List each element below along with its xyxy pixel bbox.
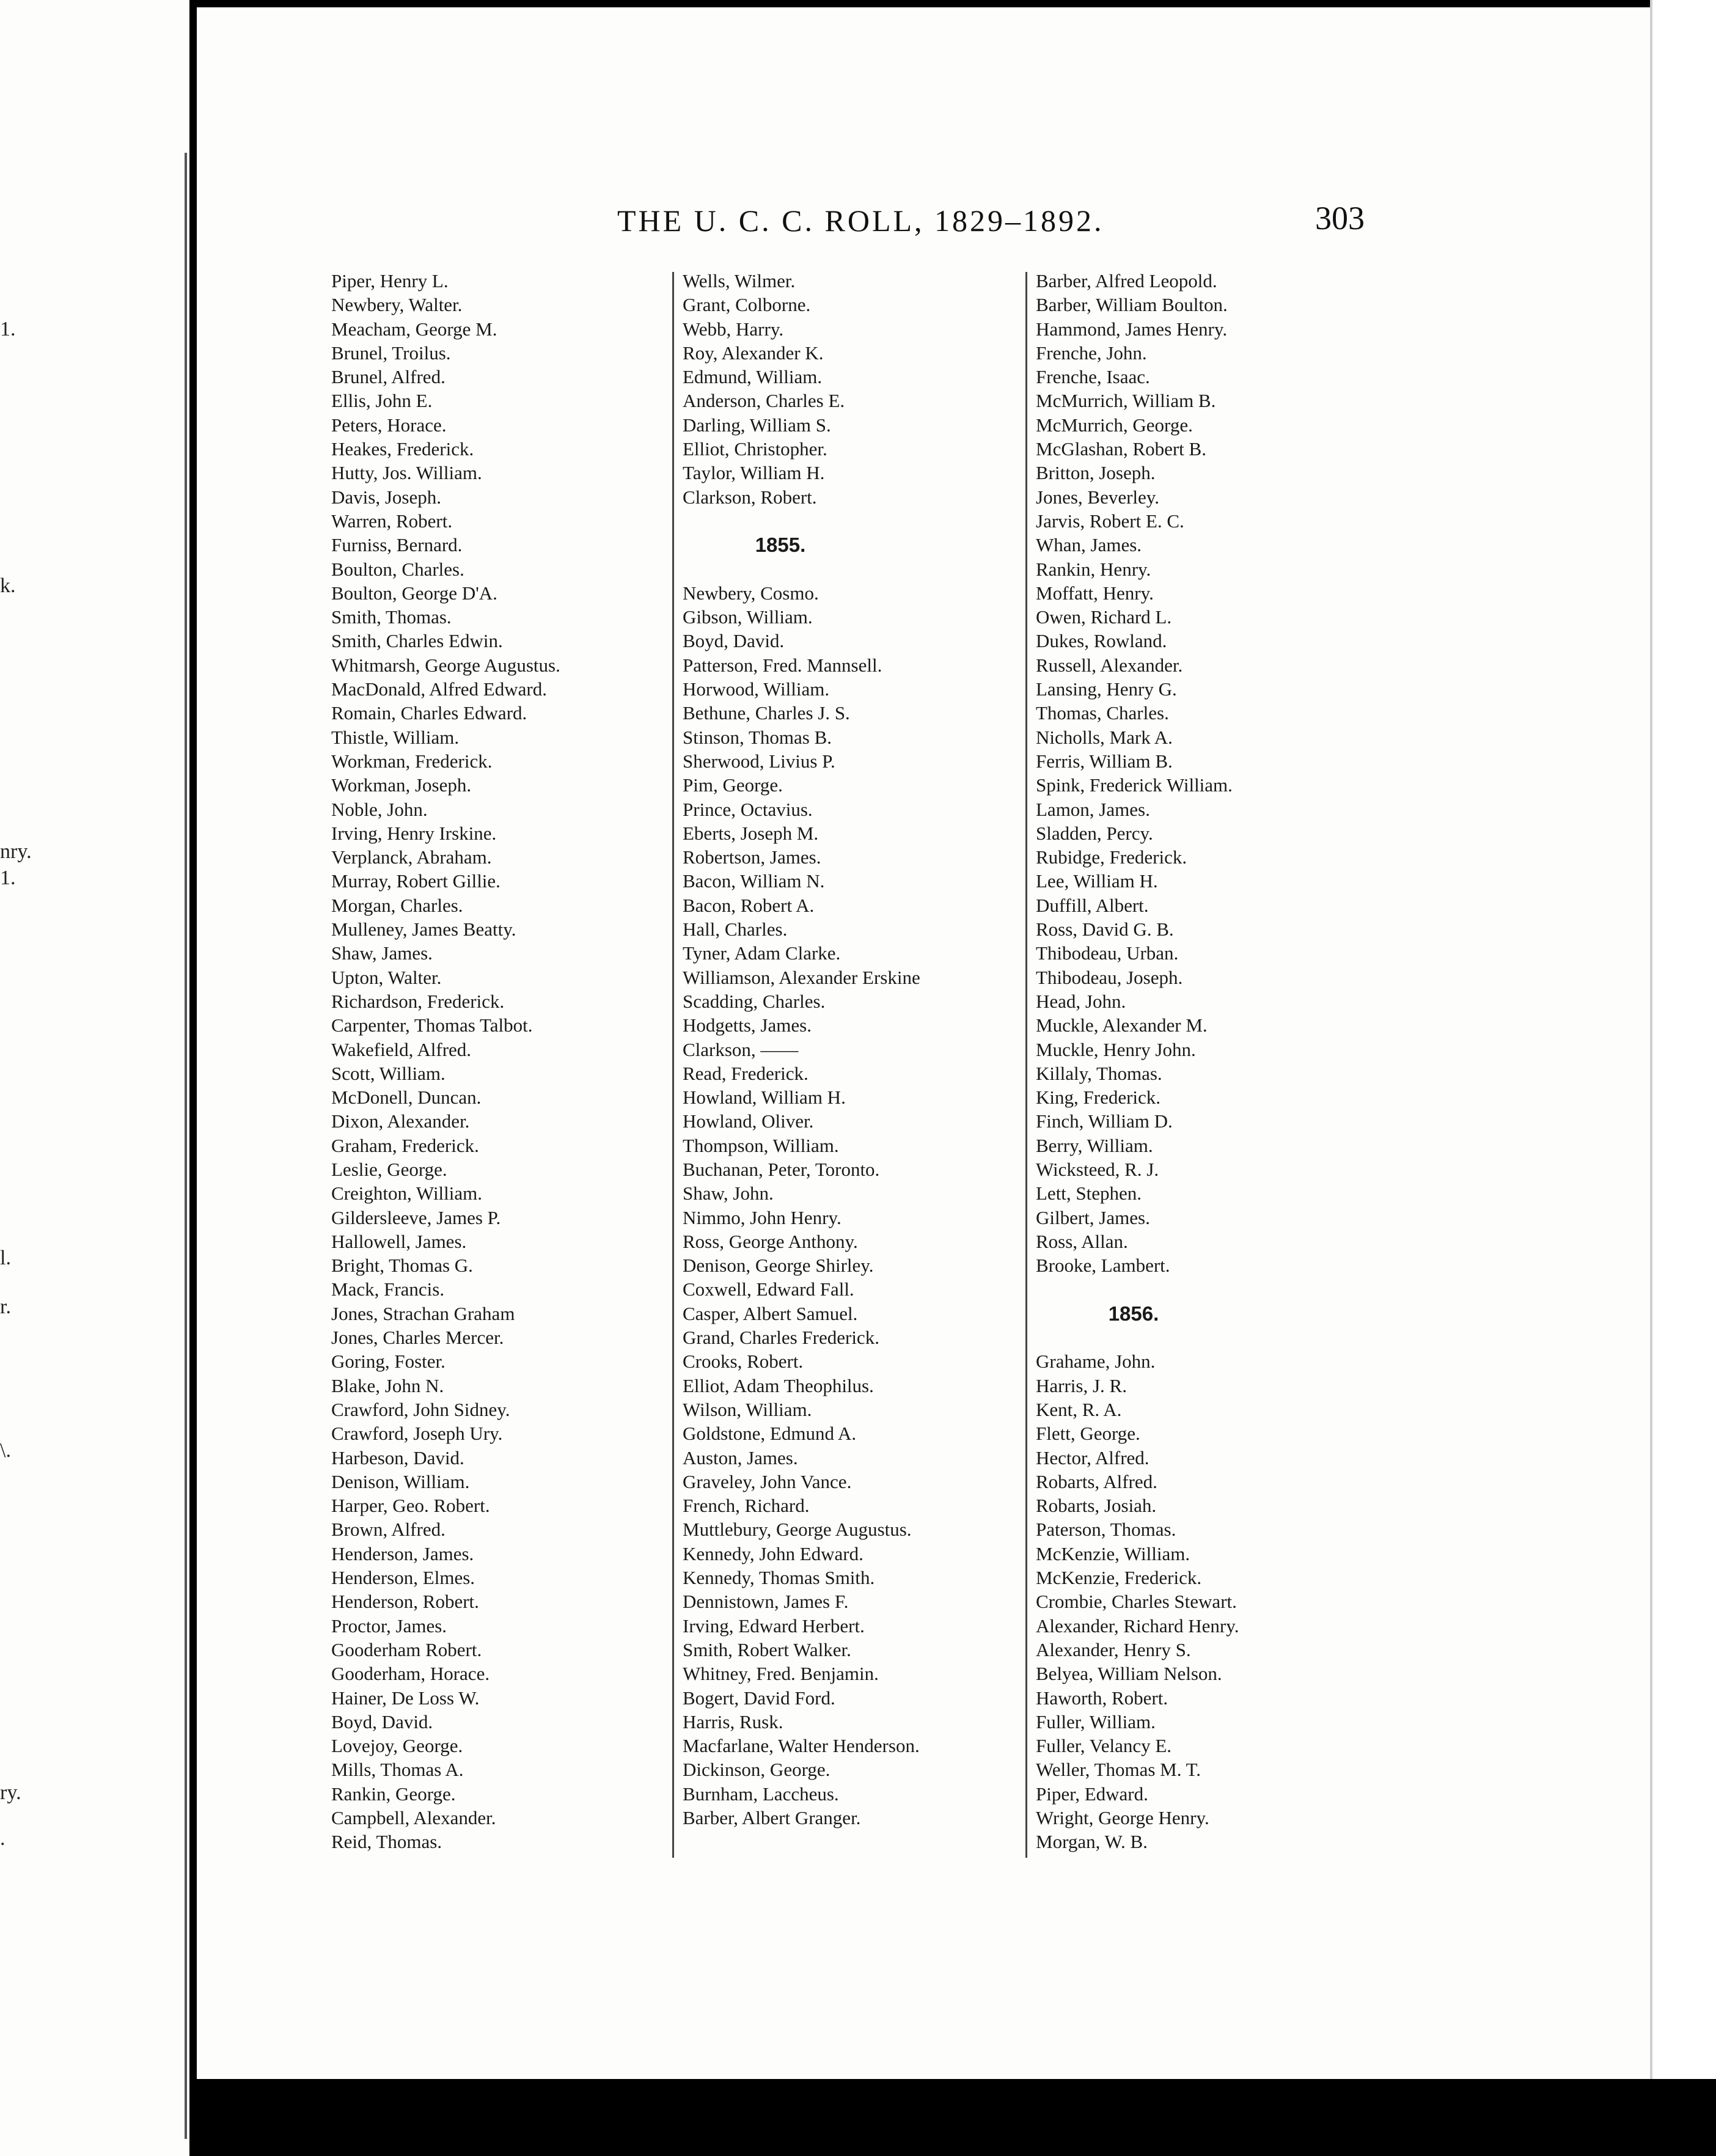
roll-entry: Crawford, John Sidney. bbox=[331, 1398, 510, 1420]
roll-entry: Rubidge, Frederick. bbox=[1036, 846, 1187, 868]
roll-entry: Lansing, Henry G. bbox=[1036, 678, 1177, 700]
roll-entry: McGlashan, Robert B. bbox=[1036, 438, 1206, 460]
roll-entry: Denison, William. bbox=[331, 1470, 470, 1492]
roll-entry: Kennedy, John Edward. bbox=[683, 1542, 864, 1564]
roll-entry: Heakes, Frederick. bbox=[331, 438, 474, 460]
roll-entry: Barber, Alfred Leopold. bbox=[1036, 270, 1217, 292]
roll-entry: Darling, William S. bbox=[683, 414, 831, 436]
roll-entry: Casper, Albert Samuel. bbox=[683, 1302, 858, 1324]
roll-entry: Hammond, James Henry. bbox=[1036, 318, 1228, 340]
roll-entry: Ross, George Anthony. bbox=[683, 1230, 858, 1252]
roll-entry: Spink, Frederick William. bbox=[1036, 774, 1233, 796]
page-header: THE U. C. C. ROLL, 1829–1892. bbox=[617, 204, 1104, 238]
roll-entry: Eberts, Joseph M. bbox=[683, 822, 819, 844]
roll-entry: Brunel, Alfred. bbox=[331, 366, 446, 388]
facing-page-edge bbox=[0, 0, 189, 2156]
roll-entry: Crawford, Joseph Ury. bbox=[331, 1423, 503, 1445]
column-divider bbox=[1025, 272, 1027, 1858]
roll-entry: Smith, Thomas. bbox=[331, 606, 452, 628]
roll-entry: McMurrich, George. bbox=[1036, 414, 1193, 436]
roll-entry: Morgan, Charles. bbox=[331, 894, 463, 916]
roll-entry: MacDonald, Alfred Edward. bbox=[331, 678, 547, 700]
facing-page-fragment: ry. bbox=[0, 1781, 21, 1804]
roll-entry: Piper, Edward. bbox=[1036, 1783, 1148, 1805]
roll-entry: Alexander, Richard Henry. bbox=[1036, 1615, 1239, 1637]
page-gutter bbox=[185, 153, 187, 2139]
year-heading: 1856. bbox=[1108, 1302, 1159, 1325]
roll-entry: Brown, Alfred. bbox=[331, 1519, 446, 1541]
roll-entry: Lovejoy, George. bbox=[331, 1735, 463, 1757]
roll-entry: Boyd, David. bbox=[331, 1711, 433, 1733]
roll-entry: Hainer, De Loss W. bbox=[331, 1687, 480, 1709]
roll-entry: Read, Frederick. bbox=[683, 1062, 809, 1084]
roll-entry: Alexander, Henry S. bbox=[1036, 1638, 1191, 1660]
roll-entry: Fuller, William. bbox=[1036, 1711, 1156, 1733]
roll-entry: Mills, Thomas A. bbox=[331, 1759, 464, 1781]
roll-entry: Hall, Charles. bbox=[683, 919, 788, 941]
roll-entry: Robarts, Alfred. bbox=[1036, 1470, 1157, 1492]
roll-entry: Mack, Francis. bbox=[331, 1278, 445, 1300]
roll-entry: McMurrich, William B. bbox=[1036, 390, 1216, 412]
roll-entry: Macfarlane, Walter Henderson. bbox=[683, 1735, 920, 1757]
roll-entry: King, Frederick. bbox=[1036, 1087, 1161, 1109]
roll-entry: Hector, Alfred. bbox=[1036, 1447, 1150, 1469]
roll-entry: Gilbert, James. bbox=[1036, 1206, 1150, 1228]
roll-entry: Flett, George. bbox=[1036, 1423, 1140, 1445]
roll-entry: Elliot, Adam Theophilus. bbox=[683, 1374, 874, 1396]
roll-entry: McKenzie, William. bbox=[1036, 1542, 1190, 1564]
roll-entry: Nicholls, Mark A. bbox=[1036, 726, 1173, 748]
roll-entry: Berry, William. bbox=[1036, 1134, 1153, 1156]
roll-entry: Clarkson, Robert. bbox=[683, 486, 817, 508]
roll-entry: French, Richard. bbox=[683, 1495, 810, 1517]
roll-column-3 bbox=[1036, 269, 1390, 1854]
roll-entry: Wright, George Henry. bbox=[1036, 1807, 1209, 1828]
roll-entry: Weller, Thomas M. T. bbox=[1036, 1759, 1201, 1781]
roll-entry: Lee, William H. bbox=[1036, 870, 1158, 892]
roll-entry: Britton, Joseph. bbox=[1036, 462, 1156, 484]
roll-entry: Creighton, William. bbox=[331, 1182, 483, 1204]
roll-entry: Peters, Horace. bbox=[331, 414, 447, 436]
roll-column-1 bbox=[331, 269, 686, 1854]
roll-entry: Horwood, William. bbox=[683, 678, 830, 700]
roll-entry: Harper, Geo. Robert. bbox=[331, 1495, 490, 1517]
roll-entry: Whitmarsh, George Augustus. bbox=[331, 654, 560, 676]
roll-entry: Webb, Harry. bbox=[683, 318, 784, 340]
roll-entry: Meacham, George M. bbox=[331, 318, 497, 340]
roll-entry: Henderson, Robert. bbox=[331, 1591, 479, 1613]
roll-entry: Hodgetts, James. bbox=[683, 1014, 812, 1036]
roll-entry: Owen, Richard L. bbox=[1036, 606, 1172, 628]
roll-entry: Jones, Charles Mercer. bbox=[331, 1327, 504, 1349]
roll-entry: Harris, Rusk. bbox=[683, 1711, 783, 1733]
roll-entry: Reid, Thomas. bbox=[331, 1831, 442, 1853]
roll-entry: Boulton, Charles. bbox=[331, 558, 464, 580]
facing-page-fragment: . bbox=[0, 1827, 6, 1850]
column-divider bbox=[672, 272, 674, 1858]
roll-entry: Bacon, William N. bbox=[683, 870, 825, 892]
roll-entry: Thompson, William. bbox=[683, 1134, 839, 1156]
roll-entry: Frenche, John. bbox=[1036, 342, 1147, 364]
roll-entry: Howland, Oliver. bbox=[683, 1110, 814, 1132]
roll-column-2 bbox=[683, 269, 1037, 1830]
roll-entry: Noble, John. bbox=[331, 798, 428, 820]
roll-entry: Wilson, William. bbox=[683, 1398, 812, 1420]
roll-entry: Prince, Octavius. bbox=[683, 798, 813, 820]
roll-entry: Carpenter, Thomas Talbot. bbox=[331, 1014, 533, 1036]
roll-entry: Coxwell, Edward Fall. bbox=[683, 1278, 854, 1300]
roll-entry: Killaly, Thomas. bbox=[1036, 1062, 1162, 1084]
facing-page-fragment: r. bbox=[0, 1296, 11, 1318]
roll-entry: Smith, Robert Walker. bbox=[683, 1638, 851, 1660]
facing-page-fragment: l. bbox=[0, 1247, 11, 1269]
roll-entry: Stinson, Thomas B. bbox=[683, 726, 832, 748]
roll-entry: Harris, J. R. bbox=[1036, 1374, 1127, 1396]
roll-entry: Campbell, Alexander. bbox=[331, 1807, 496, 1828]
roll-entry: Muckle, Alexander M. bbox=[1036, 1014, 1208, 1036]
roll-entry: Elliot, Christopher. bbox=[683, 438, 827, 460]
roll-entry: Murray, Robert Gillie. bbox=[331, 870, 501, 892]
roll-entry: Ross, David G. B. bbox=[1036, 919, 1174, 941]
facing-page-fragment: 1. bbox=[0, 318, 16, 340]
roll-entry: Ross, Allan. bbox=[1036, 1230, 1128, 1252]
roll-entry: Upton, Walter. bbox=[331, 966, 442, 988]
roll-entry: Thistle, William. bbox=[331, 726, 460, 748]
roll-entry: Anderson, Charles E. bbox=[683, 390, 845, 412]
roll-entry: Denison, George Shirley. bbox=[683, 1255, 874, 1277]
roll-entry: Harbeson, David. bbox=[331, 1447, 464, 1469]
roll-entry: Grahame, John. bbox=[1036, 1351, 1156, 1373]
roll-entry: Dukes, Rowland. bbox=[1036, 630, 1167, 652]
roll-entry: Crombie, Charles Stewart. bbox=[1036, 1591, 1237, 1613]
roll-entry: Pim, George. bbox=[683, 774, 783, 796]
roll-entry: Bacon, Robert A. bbox=[683, 894, 815, 916]
roll-entry: McDonell, Duncan. bbox=[331, 1087, 482, 1109]
roll-entry: Scott, William. bbox=[331, 1062, 446, 1084]
year-heading: 1855. bbox=[755, 534, 806, 557]
roll-entry: Burnham, Laccheus. bbox=[683, 1783, 839, 1805]
roll-entry: Bethune, Charles J. S. bbox=[683, 702, 850, 724]
roll-entry: Boyd, David. bbox=[683, 630, 785, 652]
roll-entry: Irving, Edward Herbert. bbox=[683, 1615, 865, 1637]
roll-entry: Furniss, Bernard. bbox=[331, 534, 463, 556]
roll-entry: Kennedy, Thomas Smith. bbox=[683, 1567, 875, 1589]
roll-entry: Bright, Thomas G. bbox=[331, 1255, 473, 1277]
roll-entry: Henderson, Elmes. bbox=[331, 1567, 475, 1589]
roll-entry: Lett, Stephen. bbox=[1036, 1182, 1142, 1204]
roll-entry: Nimmo, John Henry. bbox=[683, 1206, 842, 1228]
roll-entry: Jarvis, Robert E. C. bbox=[1036, 510, 1184, 532]
roll-entry: Sladden, Percy. bbox=[1036, 822, 1153, 844]
roll-entry: Tyner, Adam Clarke. bbox=[683, 942, 841, 964]
roll-entry: Whitney, Fred. Benjamin. bbox=[683, 1663, 879, 1685]
roll-entry: Davis, Joseph. bbox=[331, 486, 441, 508]
facing-page-fragment: 1. bbox=[0, 867, 16, 889]
roll-entry: Kent, R. A. bbox=[1036, 1398, 1122, 1420]
roll-entry: Haworth, Robert. bbox=[1036, 1687, 1168, 1709]
roll-entry: Scadding, Charles. bbox=[683, 990, 826, 1012]
roll-entry: Goldstone, Edmund A. bbox=[683, 1423, 857, 1445]
roll-entry: Edmund, William. bbox=[683, 366, 823, 388]
roll-entry: Gibson, William. bbox=[683, 606, 813, 628]
roll-entry: Thibodeau, Urban. bbox=[1036, 942, 1179, 964]
roll-entry: Gooderham Robert. bbox=[331, 1638, 482, 1660]
roll-entry: Romain, Charles Edward. bbox=[331, 702, 527, 724]
roll-entry: Jones, Strachan Graham bbox=[331, 1302, 515, 1324]
roll-entry: Richardson, Frederick. bbox=[331, 990, 505, 1012]
facing-page-fragment: nry. bbox=[0, 840, 32, 863]
roll-entry: Graveley, John Vance. bbox=[683, 1470, 852, 1492]
roll-entry: Wicksteed, R. J. bbox=[1036, 1158, 1159, 1180]
roll-entry: Boulton, George D'A. bbox=[331, 582, 497, 604]
page-number: 303 bbox=[1315, 200, 1365, 237]
roll-entry: Auston, James. bbox=[683, 1447, 798, 1469]
roll-entry: Barber, Albert Granger. bbox=[683, 1807, 861, 1828]
roll-entry: Newbery, Cosmo. bbox=[683, 582, 819, 604]
roll-entry: Dixon, Alexander. bbox=[331, 1110, 470, 1132]
roll-entry: Brooke, Lambert. bbox=[1036, 1255, 1170, 1277]
roll-entry: Hutty, Jos. William. bbox=[331, 462, 482, 484]
roll-entry: Thomas, Charles. bbox=[1036, 702, 1169, 724]
roll-entry: Henderson, James. bbox=[331, 1542, 474, 1564]
roll-entry: Gooderham, Horace. bbox=[331, 1663, 490, 1685]
roll-entry: Muttlebury, George Augustus. bbox=[683, 1519, 912, 1541]
roll-entry: Graham, Frederick. bbox=[331, 1134, 479, 1156]
roll-entry: Lamon, James. bbox=[1036, 798, 1150, 820]
roll-entry: Piper, Henry L. bbox=[331, 270, 449, 292]
facing-page-fragment: k. bbox=[0, 574, 16, 597]
roll-entry: Shaw, John. bbox=[683, 1182, 774, 1204]
roll-entry: McKenzie, Frederick. bbox=[1036, 1567, 1202, 1589]
roll-entry: Sherwood, Livius P. bbox=[683, 750, 835, 772]
roll-entry: Crooks, Robert. bbox=[683, 1351, 804, 1373]
roll-entry: Wakefield, Alfred. bbox=[331, 1038, 472, 1060]
roll-entry: Rankin, George. bbox=[331, 1783, 456, 1805]
roll-entry: Belyea, William Nelson. bbox=[1036, 1663, 1222, 1685]
roll-entry: Warren, Robert. bbox=[331, 510, 453, 532]
roll-entry: Grant, Colborne. bbox=[683, 294, 811, 316]
roll-entry: Jones, Beverley. bbox=[1036, 486, 1160, 508]
roll-entry: Robertson, James. bbox=[683, 846, 821, 868]
roll-entry: Russell, Alexander. bbox=[1036, 654, 1183, 676]
facing-page-fragment: \. bbox=[0, 1439, 11, 1462]
roll-entry: Dickinson, George. bbox=[683, 1759, 831, 1781]
roll-entry: Robarts, Josiah. bbox=[1036, 1495, 1157, 1517]
roll-entry: Irving, Henry Irskine. bbox=[331, 822, 497, 844]
roll-entry: Goring, Foster. bbox=[331, 1351, 446, 1373]
roll-entry: Patterson, Fred. Mannsell. bbox=[683, 654, 882, 676]
roll-entry: Buchanan, Peter, Toronto. bbox=[683, 1158, 880, 1180]
roll-entry: Shaw, James. bbox=[331, 942, 433, 964]
roll-entry: Brunel, Troilus. bbox=[331, 342, 451, 364]
roll-entry: Gildersleeve, James P. bbox=[331, 1206, 501, 1228]
roll-entry: Bogert, David Ford. bbox=[683, 1687, 835, 1709]
roll-entry: Wells, Wilmer. bbox=[683, 270, 796, 292]
page-edge bbox=[1650, 0, 1716, 2079]
roll-entry: Frenche, Isaac. bbox=[1036, 366, 1150, 388]
roll-entry: Williamson, Alexander Erskine bbox=[683, 966, 920, 988]
roll-entry: Duffill, Albert. bbox=[1036, 894, 1149, 916]
roll-entry: Taylor, William H. bbox=[683, 462, 825, 484]
roll-entry: Whan, James. bbox=[1036, 534, 1142, 556]
roll-entry: Muckle, Henry John. bbox=[1036, 1038, 1196, 1060]
roll-entry: Hallowell, James. bbox=[331, 1230, 467, 1252]
roll-entry: Proctor, James. bbox=[331, 1615, 447, 1637]
roll-entry: Howland, William H. bbox=[683, 1087, 846, 1109]
roll-entry: Newbery, Walter. bbox=[331, 294, 463, 316]
roll-entry: Thibodeau, Joseph. bbox=[1036, 966, 1183, 988]
roll-entry: Head, John. bbox=[1036, 990, 1126, 1012]
roll-entry: Workman, Joseph. bbox=[331, 774, 472, 796]
roll-entry: Leslie, George. bbox=[331, 1158, 447, 1180]
roll-entry: Fuller, Velancy E. bbox=[1036, 1735, 1172, 1757]
roll-entry: Dennistown, James F. bbox=[683, 1591, 849, 1613]
roll-entry: Smith, Charles Edwin. bbox=[331, 630, 503, 652]
roll-entry: Paterson, Thomas. bbox=[1036, 1519, 1176, 1541]
roll-entry: Mulleney, James Beatty. bbox=[331, 919, 516, 941]
roll-entry: Moffatt, Henry. bbox=[1036, 582, 1154, 604]
roll-entry: Blake, John N. bbox=[331, 1374, 444, 1396]
roll-entry: Roy, Alexander K. bbox=[683, 342, 824, 364]
roll-entry: Ellis, John E. bbox=[331, 390, 433, 412]
roll-entry: Workman, Frederick. bbox=[331, 750, 493, 772]
roll-entry: Barber, William Boulton. bbox=[1036, 294, 1228, 316]
roll-entry: Verplanck, Abraham. bbox=[331, 846, 492, 868]
roll-entry: Finch, William D. bbox=[1036, 1110, 1173, 1132]
roll-entry: Ferris, William B. bbox=[1036, 750, 1173, 772]
roll-entry: Morgan, W. B. bbox=[1036, 1831, 1148, 1853]
roll-entry: Clarkson, —— bbox=[683, 1038, 799, 1060]
roll-entry: Rankin, Henry. bbox=[1036, 558, 1151, 580]
roll-entry: Grand, Charles Frederick. bbox=[683, 1327, 879, 1349]
